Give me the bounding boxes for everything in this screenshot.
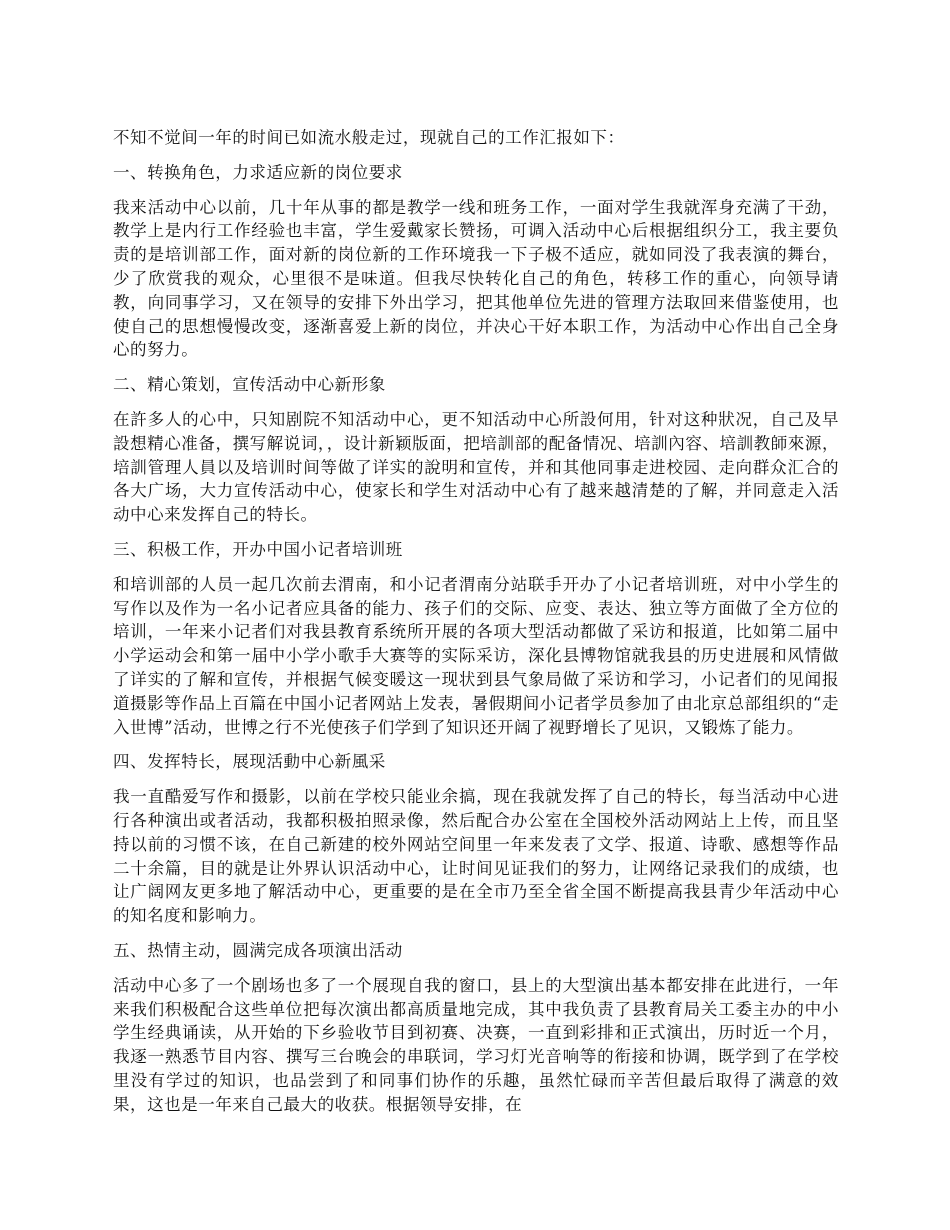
- intro-paragraph: 不知不觉间一年的时间已如流水般走过，现就自己的工作汇报如下：: [113, 128, 625, 147]
- document-page: [113, 126, 839, 1127]
- section-3-body: 和培训部的人员一起几次前去渭南，和小记者渭南分站联手开办了小记者培训班，对中小学生的写作以及作为一名小记者应具备的能力、孩子们的交际、应变、表达、独立等方面做了全方位的培训，一年来小记者们对我县教育系统所开展的各项大型活动都做了采访和报道，比如第二届中小学运动会和第一届中小学小歌手大赛等的实际采访，深化县博物馆就我县的历史进展和风情做了详实的了解和宣传，并根据气候变暖这一现状到县气象局做了采访和学习，小记者们的见闻报道摄影等作品上百篇在中国小记者网站上发表，暑假期间小记者学员参加了由北京总部组织的“走入世博”活动，世博之行不光使孩子们学到了知识还开阔了视野增长了见识，又锻炼了能力。: [113, 574, 839, 737]
- section-5-heading: 五、热情主动，圆满完成各项演出活动: [113, 940, 403, 960]
- section-2-body: 在許多人的心中，只知剧院不知活动中心，更不知活动中心所設何用，针对这种狀况，自己及早設想精心准备，撰写解说词，，设计新颖版面，把培訓部的配备情况、培訓內容、培訓教師來源，培訓管理人員以及培训时间等做了详实的說明和宣传，并和其他同事走进校园、走向群众汇合的各大广场，大力宣传活动中心，使家长和学生对活动中心有了越来越清楚的了解，并同意走入活动中心来发挥自己的特长。: [113, 409, 839, 525]
- section-5-body: 活动中心多了一个剧场也多了一个展现自我的窗口，县上的大型演出基本都安排在此进行，一年来我们积极配合这些单位把每次演出都高质量地完成，其中我负责了县教育局关工委主办的中小学生经典诵读，从开始的下乡验收节目到初赛、决赛，一直到彩排和正式演出，历时近一个月，我逐一熟悉节目内容、撰写三台晚会的串联词，学习灯光音响等的衔接和协调，既学到了在学校里没有学过的知识，也品尝到了和同事们协作的乐趣，虽然忙碌而辛苦但最后取得了满意的效果，这也是一年来自己最大的收获。根据领导安排，在: [113, 975, 839, 1114]
- section-1-heading: 一、转换角色，力求适应新的岗位要求: [113, 162, 403, 182]
- section-1-body: 我来活动中心以前，几十年从事的都是教学一线和班务工作，一面对学生我就浑身充满了干劲，教学上是内行工作经验也丰富，学生爱戴家长赞扬，可调入活动中心后根据组织分工，我主要负责的是培训部工作，面对新的岗位新的工作环境我一下子极不适应，就如同没了我表演的舞台，少了欣赏我的观众，心里很不是味道。但我尽快转化自己的角色，转移工作的重心，向领导请教，向同事学习，又在领导的安排下外出学习，把其他单位先进的管理方法取回来借鉴使用，也使自己的思想慢慢改变，逐渐喜爱上新的岗位，并决心干好本职工作，为活动中心作出自己全身心的努力。: [113, 197, 839, 360]
- section-3-heading: 三、积极工作，开办中国小记者培训班: [113, 539, 403, 559]
- section-2-heading: 二、精心策划，宣传活动中心新形象: [113, 375, 386, 395]
- section-4-body: 我一直酷爱写作和摄影，以前在学校只能业余搞，现在我就发挥了自己的特长，每当活动中心进行各种演出或者活动，我都积极拍照录像，然后配合办公室在全国校外活动网站上上传，而且坚持以前的习惯不该，在自己新建的校外网站空间里一年来发表了文学、报道、诗歌、感想等作品二十余篇，目的就是让外界认识活动中心，让时间见证我们的努力，让网络记录我们的成绩，也让广阔网友更多地了解活动中心，更重要的是在全市乃至全省全国不断提高我县青少年活动中心的知名度和影响力。: [113, 787, 839, 926]
- section-4-heading: 四、发挥特长，展现活動中心新風采: [113, 752, 386, 772]
